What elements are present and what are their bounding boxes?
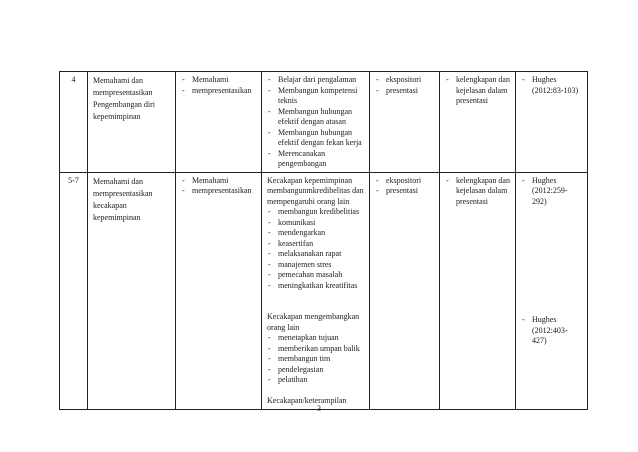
indicator-item: - mempresentasikan [181, 86, 256, 97]
material-item: - menetapkan tujuan [267, 333, 364, 344]
indicator-item: - mempresentasikan [181, 186, 256, 197]
competency-cell [88, 172, 176, 409]
assessment-cell [440, 172, 516, 409]
method-cell [370, 72, 440, 173]
table-row [60, 172, 588, 409]
table-row [60, 72, 588, 173]
meeting-number: 5-7 [60, 172, 88, 409]
assessment-item: - kelengkapan dan kejelasan dalam presentasi [445, 176, 510, 208]
competency-line: Memahami dan [93, 76, 143, 85]
method-item: - ekspositori [375, 75, 434, 86]
material-item: - Belajar dari pengalaman [267, 75, 364, 86]
meeting-number: 4 [60, 72, 88, 173]
material-item: - Merencanakan pengembangan [267, 149, 364, 170]
competency-line: kepemimpinan [93, 112, 141, 121]
material-tail: Kecakapan/keterampilan [267, 396, 347, 405]
material-group-heading: Kecakapan kepemimpinan membangunmkredibelitas dan mempengaruhi orang lain [267, 175, 364, 206]
material-item: - memberikan umpan balik [267, 344, 364, 355]
method-item: - presentasi [375, 86, 434, 97]
material-item: - keasertifan [267, 239, 364, 250]
spacer [267, 386, 364, 397]
material-item: - melaksanakan rapat [267, 249, 364, 260]
indicator-cell [176, 172, 262, 409]
material-item: - pemecahan masalah [267, 270, 364, 281]
material-cell [262, 172, 370, 409]
competency-line: Memahami dan [93, 176, 143, 186]
reference-cell [516, 172, 588, 409]
method-cell [370, 172, 440, 409]
method-item: - presentasi [375, 186, 434, 197]
syllabus-table [59, 71, 588, 410]
competency-line: mempresentasikan [93, 88, 153, 97]
material-item: - Membangun kompetensi teknis [267, 86, 364, 107]
material-item: - manajemen stres [267, 260, 364, 271]
reference-item: - Hughes (2012:403-427) [521, 315, 582, 347]
material-item: - Membangun hubungan efektif dengan atasan [267, 107, 364, 128]
assessment-item: - kelengkapan dan kejelasan dalam presentasi [445, 75, 510, 107]
indicator-cell [176, 72, 262, 173]
material-item: - meningkatkan kreatifitas [267, 281, 364, 292]
competency-cell [88, 72, 176, 173]
competency-line: kepemimpinan [93, 212, 141, 222]
reference-item: - Hughes (2012:83-103) [521, 75, 582, 96]
indicator-item: - Memahami [181, 176, 256, 187]
competency-line: Pengembangan diri [93, 100, 155, 109]
assessment-cell [440, 72, 516, 173]
material-group-heading: Kecakapan mengembangkan orang lain [267, 312, 360, 332]
material-item: - komunikasi [267, 218, 364, 229]
reference-item: - Hughes (2012:259-292) [521, 176, 582, 208]
material-cell [262, 72, 370, 173]
reference-cell [516, 72, 588, 173]
material-item: - pendelegasian [267, 365, 364, 376]
competency-line: kecakapan [93, 200, 127, 210]
page-number: 3 [317, 404, 321, 413]
material-item: - pelatihan [267, 375, 364, 386]
method-item: - ekspositori [375, 176, 434, 187]
competency-line: mempresentasikan [93, 188, 153, 198]
material-item: - membangun kredibelitias [267, 207, 364, 218]
indicator-item: - Memahami [181, 75, 256, 86]
spacer [267, 291, 364, 312]
material-item: - Membangun hubungan efektif dengan fekan kerja [267, 128, 364, 149]
material-item: - membangun tim [267, 354, 364, 365]
material-item: - mendengarkan [267, 228, 364, 239]
